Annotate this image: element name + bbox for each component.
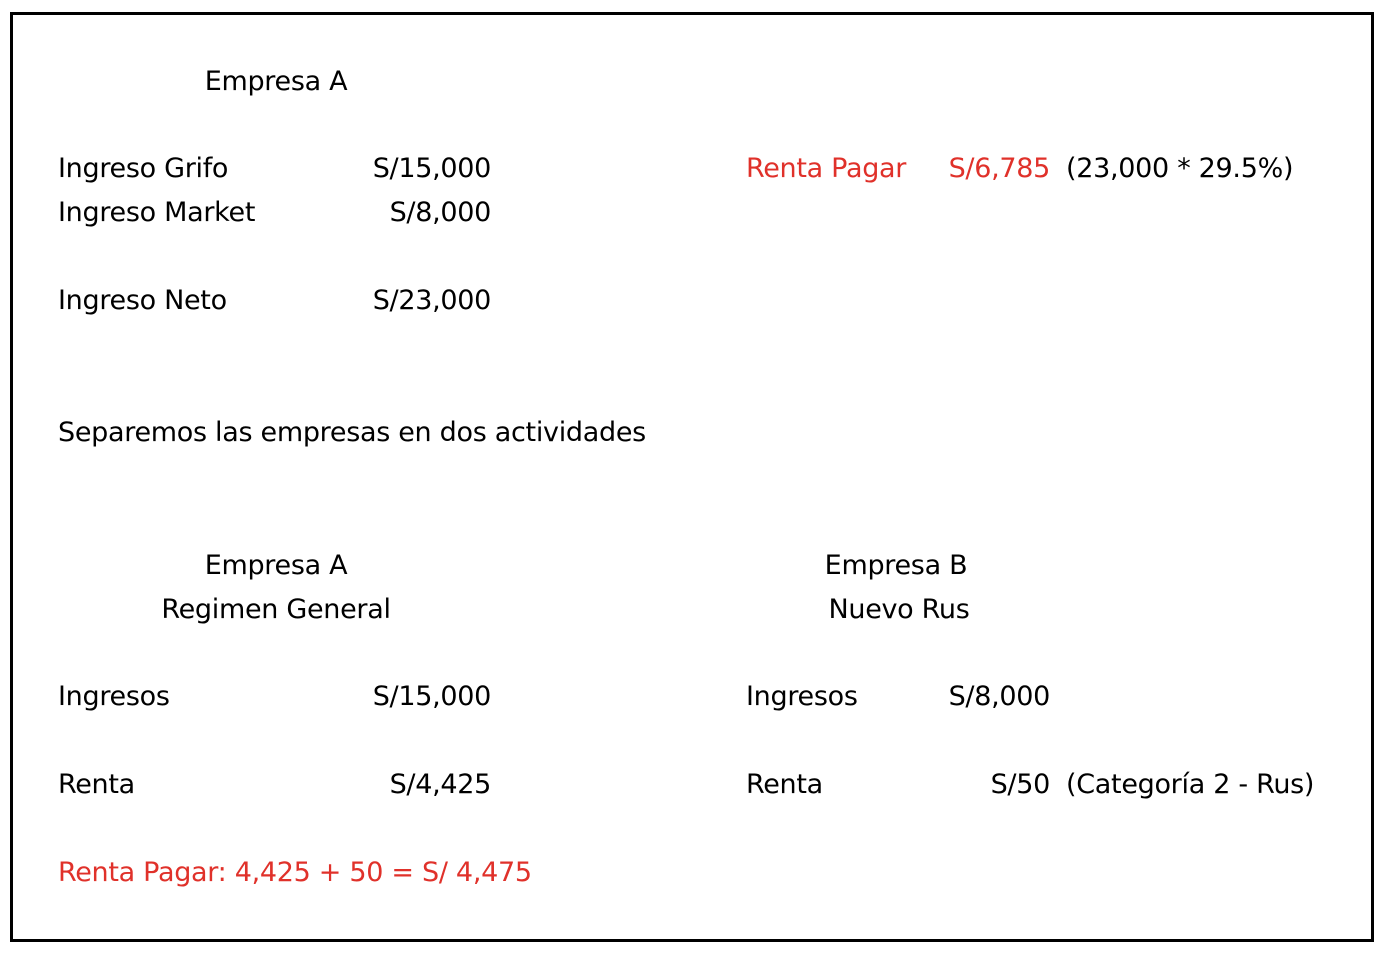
empresa-a-subtitle: Regimen General bbox=[161, 594, 391, 625]
ingreso-grifo-label: Ingreso Grifo bbox=[58, 153, 229, 184]
empresa-b-ingresos-label: Ingresos bbox=[746, 681, 858, 712]
empresa-a-title: Empresa A bbox=[204, 550, 348, 581]
section1-title: Empresa A bbox=[204, 66, 348, 97]
empresa-a-ingresos-label: Ingresos bbox=[58, 681, 170, 712]
separator-text: Separemos las empresas en dos actividades bbox=[58, 417, 646, 448]
empresa-b-renta-value: S/50 bbox=[990, 769, 1050, 800]
empresa-b-renta-label: Renta bbox=[746, 769, 823, 800]
empresa-b-renta-note: (Categoría 2 - Rus) bbox=[1066, 769, 1315, 800]
renta-total: Renta Pagar: 4,425 + 50 = S/ 4,475 bbox=[58, 857, 532, 888]
ingreso-neto-label: Ingreso Neto bbox=[58, 285, 227, 316]
renta-pagar-value: S/6,785 bbox=[948, 153, 1050, 184]
empresa-b-ingresos-value: S/8,000 bbox=[948, 681, 1050, 712]
empresa-b-title: Empresa B bbox=[824, 550, 968, 581]
empresa-a-ingresos-value: S/15,000 bbox=[372, 681, 491, 712]
empresa-a-renta-value: S/4,425 bbox=[389, 769, 491, 800]
ingreso-market-label: Ingreso Market bbox=[58, 197, 256, 228]
ingreso-grifo-value: S/15,000 bbox=[372, 153, 491, 184]
renta-pagar-label: Renta Pagar bbox=[746, 153, 907, 184]
ingreso-market-value: S/8,000 bbox=[389, 197, 491, 228]
empresa-a-renta-label: Renta bbox=[58, 769, 135, 800]
renta-pagar-note: (23,000 * 29.5%) bbox=[1066, 153, 1294, 184]
ingreso-neto-value: S/23,000 bbox=[372, 285, 491, 316]
empresa-b-subtitle: Nuevo Rus bbox=[828, 594, 970, 625]
